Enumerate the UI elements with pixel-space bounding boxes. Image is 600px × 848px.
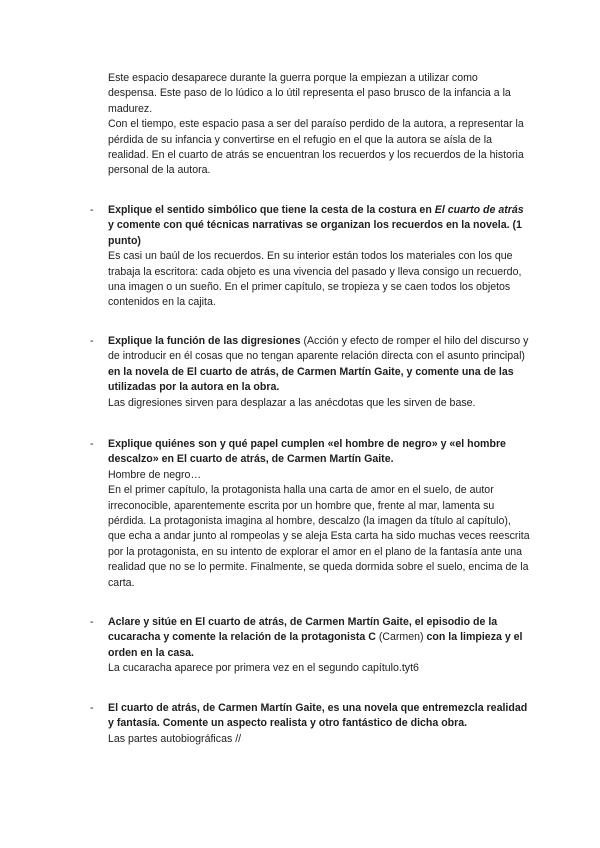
question-text: Explique la función de las digresiones (Acción y efecto de romper el hilo del discurso y de introducir en él cosas que no tengan aparente relación directa con el asunto principal) en la novela de El cuarto de atrás, de Carmen Martín Gaite, y comente una de las utilizadas por la autora en la obra. <box>108 335 529 394</box>
question-text: Explique quiénes son y qué papel cumplen «el hombre de negro» y «el hombre descalzo» en El cuarto de atrás, de Carmen Martín Gaite. <box>108 438 506 466</box>
intro-paragraph-2: Con el tiempo, este espacio pasa a ser del paraíso perdido de la autora, a representar la pérdida de su infancia y convertirse en el refugio en el que la autora se aísla de la realidad. En el cuarto de atrás se encuentran los recuerdos y los recuerdos de la historia personal de la autora. <box>108 118 524 177</box>
answer-text: En el primer capítulo, la protagonista halla una carta de amor en el suelo, de autor irreconocible, aparentemente escrita por un hombre que, frente al mar, lamenta su pérdida. La protagonista imagina al hombre, descalzo (la imagen da título al capítulo), que echa a andar junto al rompeolas y se aleja Esta carta ha sido muchas veces reescrita por la protagonista, en su intento de explorar el amor en el plano de la fantasía ante una realidad que no se lo permite. Finalmente, se queda dormida sobre el suelo, encima de la carta. <box>108 484 530 589</box>
answer-text: Las digresiones sirven para desplazar a las anécdotas que les sirven de base. <box>108 396 476 409</box>
bullet-marker: - <box>90 335 94 347</box>
name-note: (Carmen) <box>375 631 424 644</box>
answer-heading: Hombre de negro… <box>108 468 202 481</box>
bullet-marker: - <box>90 616 94 628</box>
answer-text: La cucaracha aparece por primera vez en el segundo capítulo.tyt6 <box>108 662 419 675</box>
bullet-marker: - <box>90 204 94 216</box>
book-title-italic: El cuarto de atrás <box>434 204 524 216</box>
answer-text: Es casi un baúl de los recuerdos. En su interior están todos los materiales con los que trabaja la escritora: cada objeto es una vivencia del pasado y lleva consigo un recuerdo, una imagen o un sueño. En el primer capítulo, se tropieza y se caen todos los objetos contenidos en la cajita. <box>108 250 522 309</box>
question-item-2 <box>90 334 530 411</box>
bullet-marker: - <box>90 438 94 450</box>
answer-text: Las partes autobiográficas // <box>108 732 242 745</box>
question-text: El cuarto de atrás, de Carmen Martín Gaite, es una novela que entremezcla realidad y fantasía. Comente un aspecto realista y otro fantástico de dicha obra. <box>108 702 528 730</box>
question-text: Aclare y sitúe en El cuarto de atrás, de Carmen Martín Gaite, el episodio de la cucaracha y comente la relación de la protagonista C (Carmen) con la limpieza y el orden en la casa. <box>108 616 523 659</box>
question-item-4 <box>90 615 530 677</box>
question-item-5 <box>90 701 530 747</box>
question-item-1 <box>90 203 530 311</box>
intro-section <box>108 71 528 179</box>
question-text: Explique el sentido simbólico que tiene la cesta de la costura en El cuarto de atrás y comente con qué técnicas narrativas se organizan los recuerdos en la novela. (1 punto) <box>108 204 524 247</box>
intro-paragraph-1: Este espacio desaparece durante la guerra porque la empiezan a utilizar como despensa. Este paso de lo lúdico a lo útil representa el paso brusco de la infancia a la madurez. <box>108 72 511 115</box>
question-item-3 <box>90 437 530 591</box>
definition-note: (Acción y efecto de romper el hilo del discurso y de introducir en él cosas que no tengan aparente relación directa con el asunto principal) <box>108 335 529 363</box>
bullet-marker: - <box>90 702 94 714</box>
